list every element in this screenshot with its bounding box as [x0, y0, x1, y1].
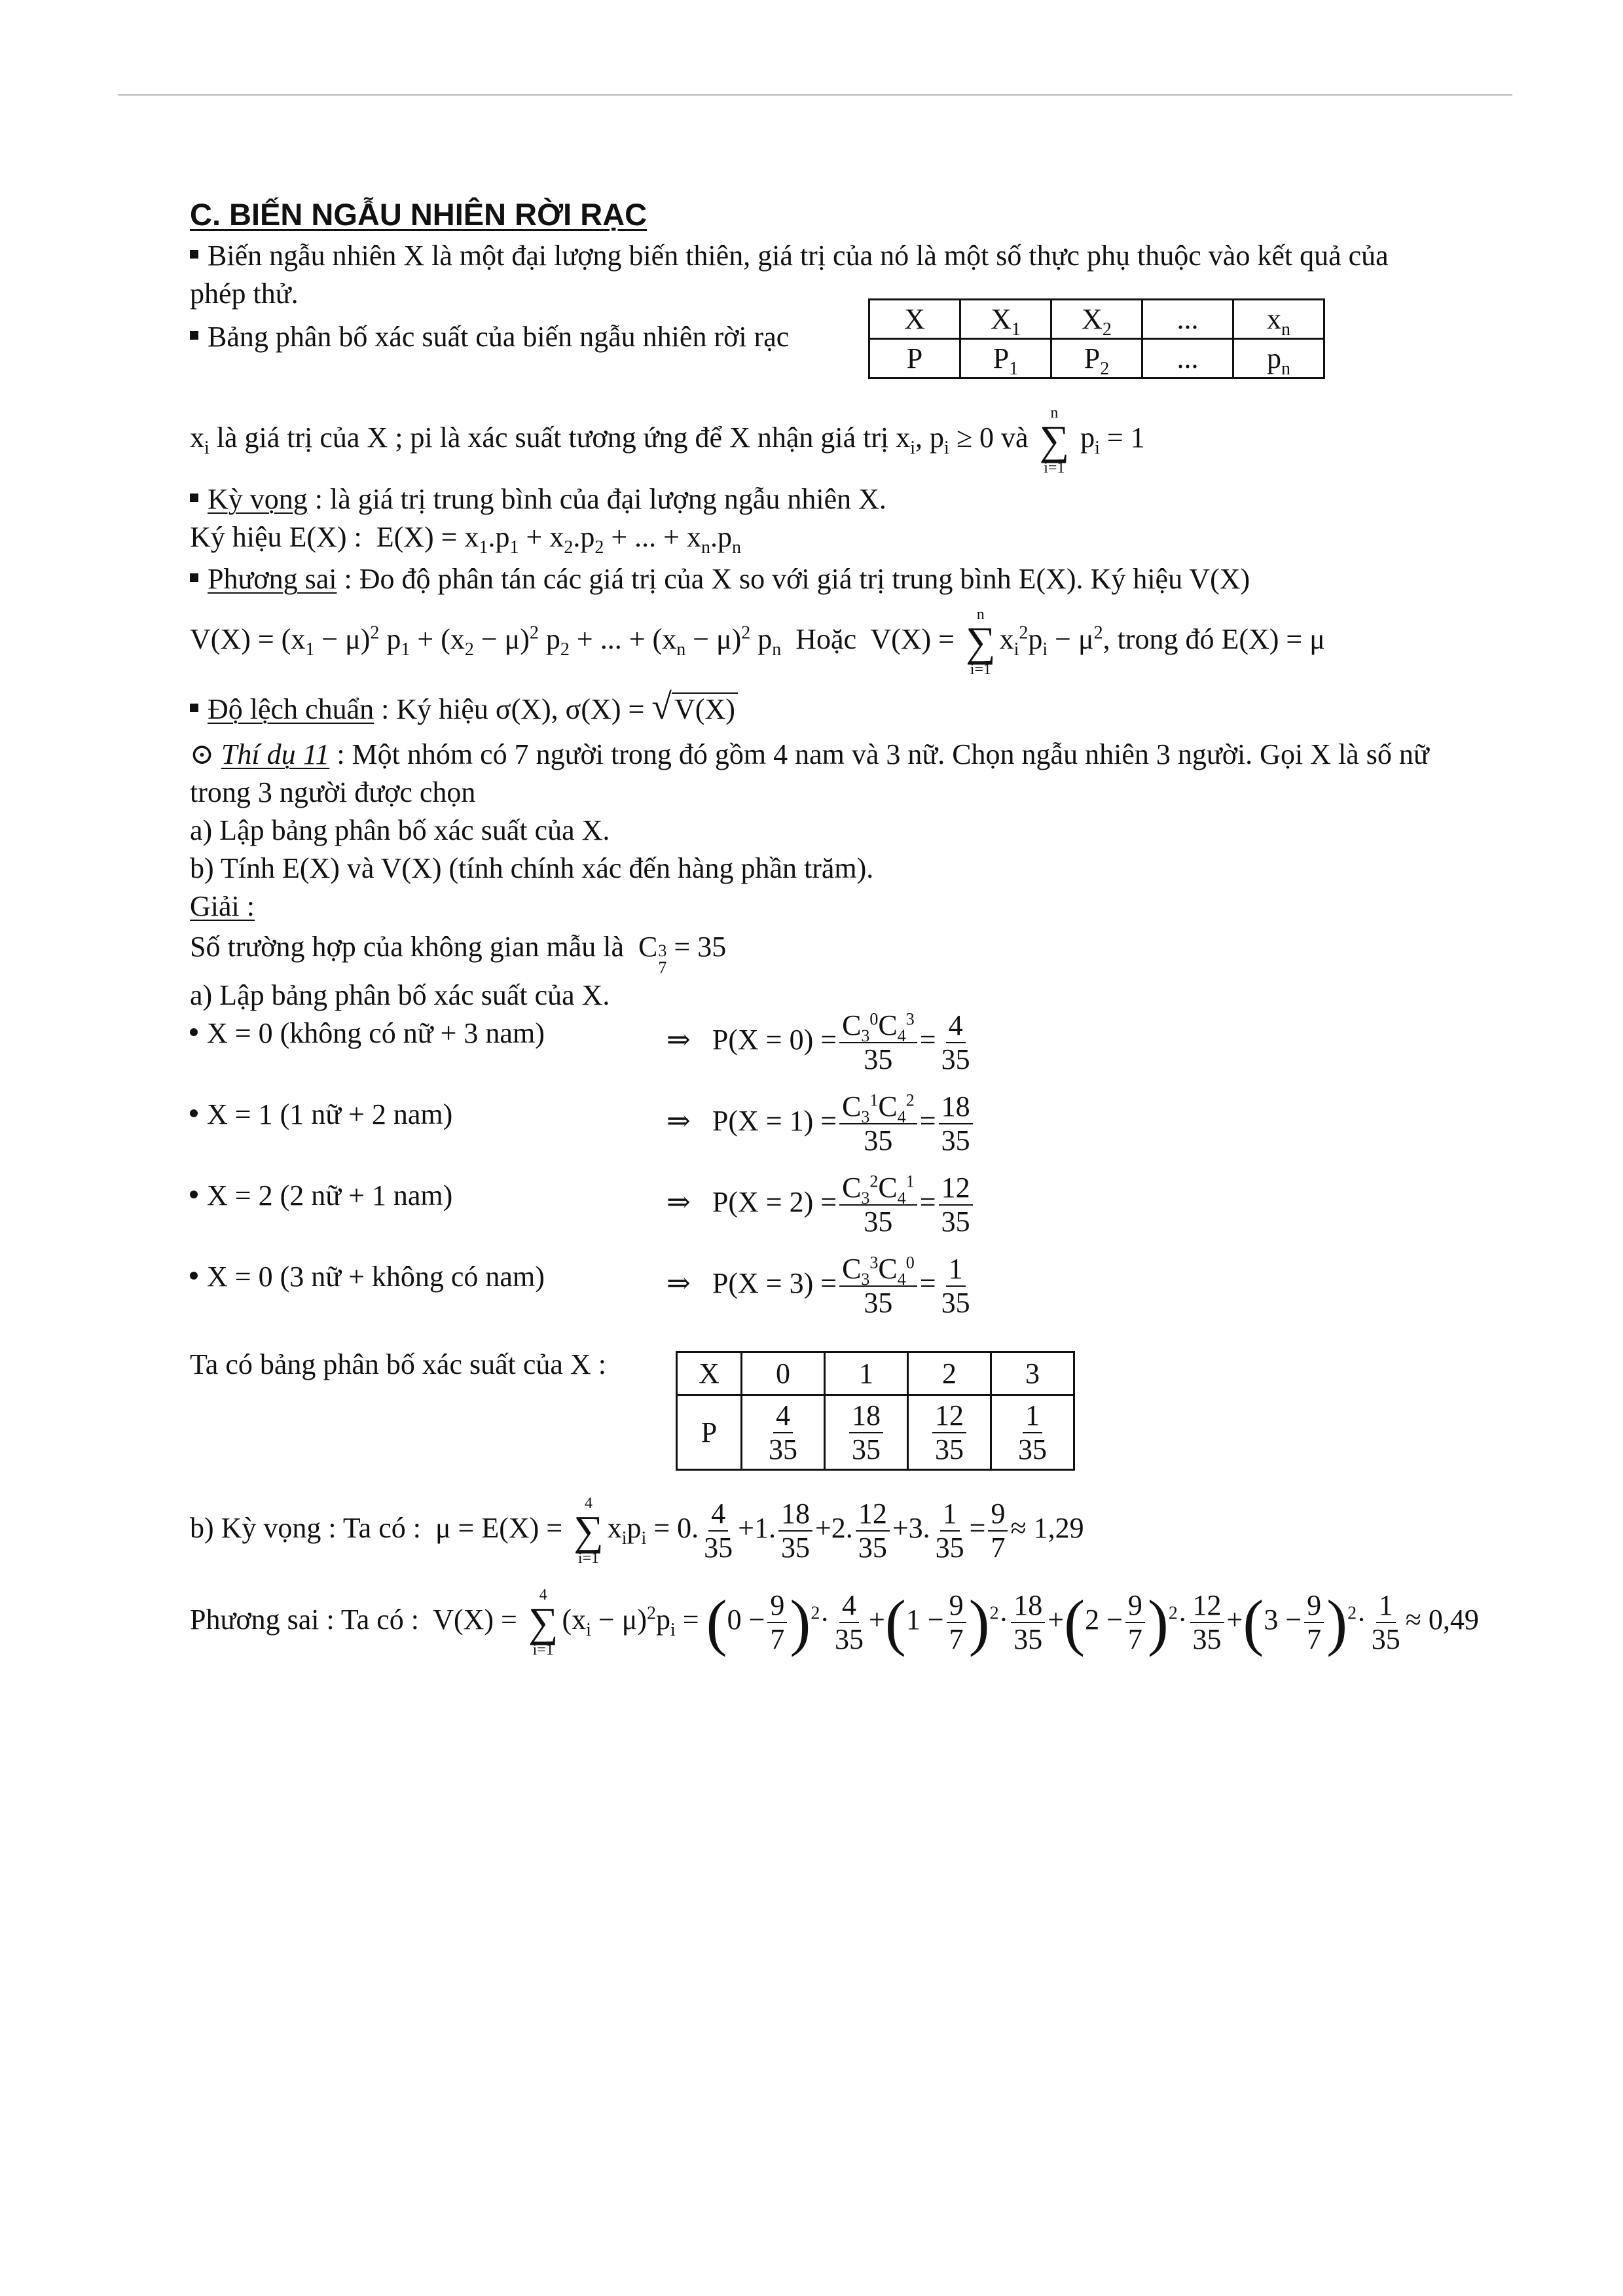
bullet-square-icon: [190, 250, 198, 259]
case-prob: ⇒ P(X = 0) = $\frac{C_3^0C_4^3}{35}$ = $\frac{4}{35}$: [666, 1009, 970, 1075]
expectation-line: Kỳ vọng : là giá trị trung bình của đại lượng ngẫu nhiên X.: [190, 480, 886, 518]
intro-line-1: Biến ngẫu nhiên X là một đại lượng biến thiên, giá trị của nó là một số thực phụ thuộc vào kết quả của: [190, 237, 1389, 275]
sum-symbol: n ∑ i=1: [965, 606, 996, 678]
cell-x-value: 0: [742, 1352, 825, 1395]
table-intro: Bảng phân bố xác suất của biến ngẫu nhiên rời rạc: [190, 318, 789, 356]
sqrt-expression: √ V(X): [651, 689, 738, 725]
cell-x-label: X: [869, 300, 960, 339]
section-title: C. BIẾN NGẪU NHIÊN RỜI RẠC: [190, 197, 647, 232]
cell-x-label: X: [677, 1352, 742, 1395]
example-line-2: trong 3 người được chọn: [190, 776, 476, 808]
cell-p-ellipsis: ...: [1142, 339, 1233, 378]
expectation-formula: Ký hiệu E(X) : $E(X) = x_1.p_1 + x_2.p_2$ + ... + $x_n.p_n$: [190, 521, 741, 558]
expectation-result: b) Kỳ vọng : Ta có : μ = E(X) = 4 ∑ i=1 $x_ip_i = 0$. $\frac{4}{35}$ +1. $\frac{18}{35}$ +2. $\frac{12}{35}$ +3. $\frac{1}{35}$ = $\frac{9}{7}$ ≈ 1,29: [190, 1495, 1084, 1567]
bullet-dot-icon: [190, 1028, 198, 1036]
example-line-1: ⊙ Thí dụ 11 : Một nhóm có 7 người trong đó gồm 4 nam và 3 nữ. Chọn ngẫu nhiên 3 người. Gọi X là số nữ: [190, 738, 1429, 770]
case-row: X = 1 (1 nữ + 2 nam): [190, 1098, 452, 1131]
variance-result: Phương sai : Ta có : V(X) = 4 ∑ i=1 $(x_i - \mu)^2p_i = (0$ − $\frac{9}{7}$ )$^2$· $\frac{4}{35}$ +(1 − $\frac{9}{7}$ )$^2$· $\frac{18}{35}$ +(2 − $\frac{9}{7}$ )$^2$· $\frac{12}{35}$ +(3 − $\frac{9}{7}$ )$^2$· $\frac{1}{35}$ ≈ 0,49: [190, 1587, 1479, 1659]
general-distribution-table: [868, 298, 1325, 379]
solution-label: Giải :: [190, 890, 255, 922]
table-intro-x: Ta có bảng phân bố xác suất của X :: [190, 1348, 606, 1380]
case-row: X = 2 (2 nữ + 1 nam): [190, 1179, 452, 1212]
intro-line-2: phép thử.: [190, 278, 299, 310]
sum-symbol: 4 ∑ i=1: [528, 1587, 558, 1659]
cell-x2: $X_2$: [1051, 300, 1142, 339]
part-a-label: a) Lập bảng phân bố xác suất của X.: [190, 979, 610, 1011]
xi-definition: $x_i$ là giá trị của X ; pi là xác suất tương ứng để X nhận giá trị $x_i$, $p_i \ge 0$ và n ∑ i=1 $p_i = 1$: [190, 404, 1145, 476]
cell-p-label: P: [677, 1395, 742, 1470]
x-distribution-table: [676, 1351, 1075, 1471]
bullet-dot-icon: [190, 1191, 198, 1198]
cell-pn: $p_n$: [1233, 339, 1324, 378]
std-dev-line: Độ lệch chuẩn : Ký hiệu σ(X), σ(X) = √ V(X): [190, 689, 738, 728]
cell-x-ellipsis: ...: [1142, 300, 1233, 339]
sum-symbol: 4 ∑ i=1: [574, 1495, 604, 1567]
case-row: X = 0 (không có nữ + 3 nam): [190, 1017, 545, 1050]
cell-p2: $P_2$: [1051, 339, 1142, 378]
cell-p-label: P: [869, 339, 960, 378]
cell-x-value: 1: [825, 1352, 908, 1395]
bullet-dot-icon: [190, 1109, 198, 1117]
bullet-dot-icon: [190, 1272, 198, 1280]
cell-x-value: 2: [908, 1352, 991, 1395]
cell-x-value: 3: [991, 1352, 1074, 1395]
cell-p1: $P_1$: [960, 339, 1051, 378]
bullet-square-icon: [190, 331, 198, 340]
cell-p-value: $\frac{1}{35}$: [991, 1395, 1074, 1470]
bullet-square-icon: [190, 493, 198, 502]
circle-dot-icon: ⊙: [190, 738, 221, 770]
question-a: a) Lập bảng phân bố xác suất của X.: [190, 814, 610, 846]
case-prob: ⇒ P(X = 3) = $\frac{C_3^3C_4^0}{35}$ = $\frac{1}{35}$: [666, 1253, 970, 1319]
cell-p-value: $\frac{18}{35}$: [825, 1395, 908, 1470]
bullet-square-icon: [190, 573, 198, 582]
case-row: X = 0 (3 nữ + không có nam): [190, 1261, 545, 1293]
question-b: b) Tính E(X) và V(X) (tính chính xác đến hàng phần trăm).: [190, 852, 874, 884]
bullet-square-icon: [190, 704, 198, 712]
case-prob: ⇒ P(X = 1) = $\frac{C_3^1C_4^2}{35}$ = $\frac{18}{35}$: [666, 1090, 976, 1157]
cell-p-value: $\frac{4}{35}$: [742, 1395, 825, 1470]
cell-p-value: $\frac{12}{35}$: [908, 1395, 991, 1470]
header-rule: [118, 94, 1512, 96]
case-prob: ⇒ P(X = 2) = $\frac{C_3^2C_4^1}{35}$ = $\frac{12}{35}$: [666, 1172, 976, 1238]
sum-symbol: n ∑ i=1: [1039, 404, 1070, 476]
variance-line: Phương sai : Đo độ phân tán các giá trị của X so với giá trị trung bình E(X). Ký hiệu V(X): [190, 560, 1250, 598]
cell-xn: $x_n$: [1233, 300, 1324, 339]
sample-space: Số trường hợp của không gian mẫu là C 3 7 = 35: [190, 931, 727, 977]
variance-formula: $V(X) = (x_1 - \mu)^2$ $p_1 + (x_2 - \mu)^2$ $p_2$ + ... + $(x_n - \mu)^2$ $p_n$ Hoặc V(X) = n ∑ i=1 $x_i^2p_i - \mu^2$, trong đó E(X) = μ: [190, 606, 1325, 678]
cell-x1: $X_1$: [960, 300, 1051, 339]
